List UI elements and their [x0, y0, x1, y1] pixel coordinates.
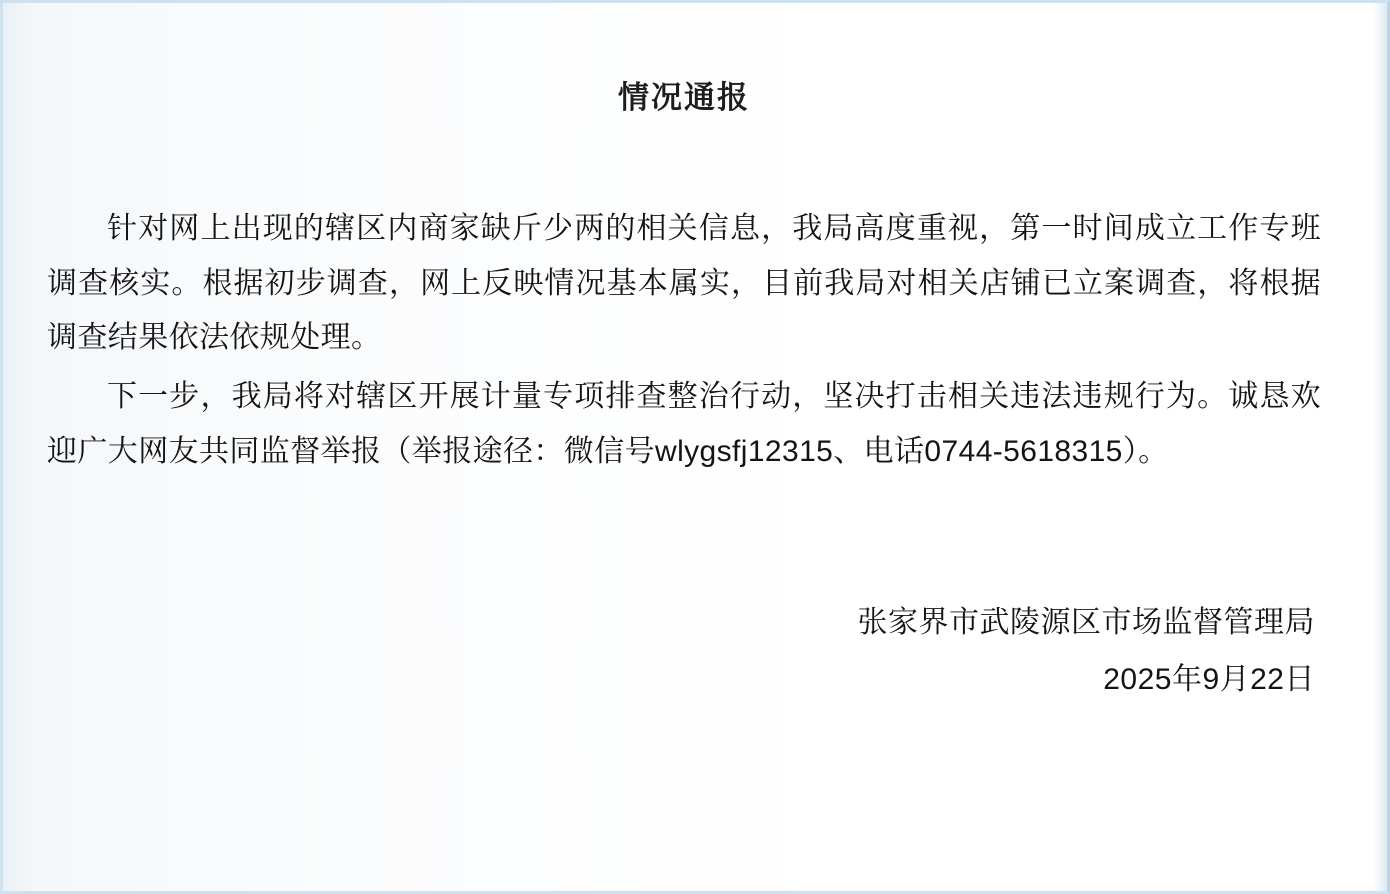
signature-block: [47, 597, 1321, 705]
document-body: [3, 79, 1387, 705]
notice-text: [47, 202, 1321, 479]
issue-date: 2025年9月22日: [1103, 663, 1315, 697]
issuing-organization: 张家界市武陵源区市场监督管理局: [857, 606, 1315, 640]
paragraph-2: 下一步，我局将对辖区开展计量专项排查整治行动，坚决打击相关违法违规行为。诚恳欢迎广大网友共同监督举报（举报途径：微信号wlygsfj12315、电话0744-5618315）。: [47, 379, 1321, 468]
paragraph-1: 针对网上出现的辖区内商家缺斤少两的相关信息，我局高度重视，第一时间成立工作专班调查核实。根据初步调查，网上反映情况基本属实，目前我局对相关店铺已立案调查，将根据调查结果依法依规处理。: [47, 212, 1321, 355]
page-title: 情况通报: [618, 80, 750, 115]
